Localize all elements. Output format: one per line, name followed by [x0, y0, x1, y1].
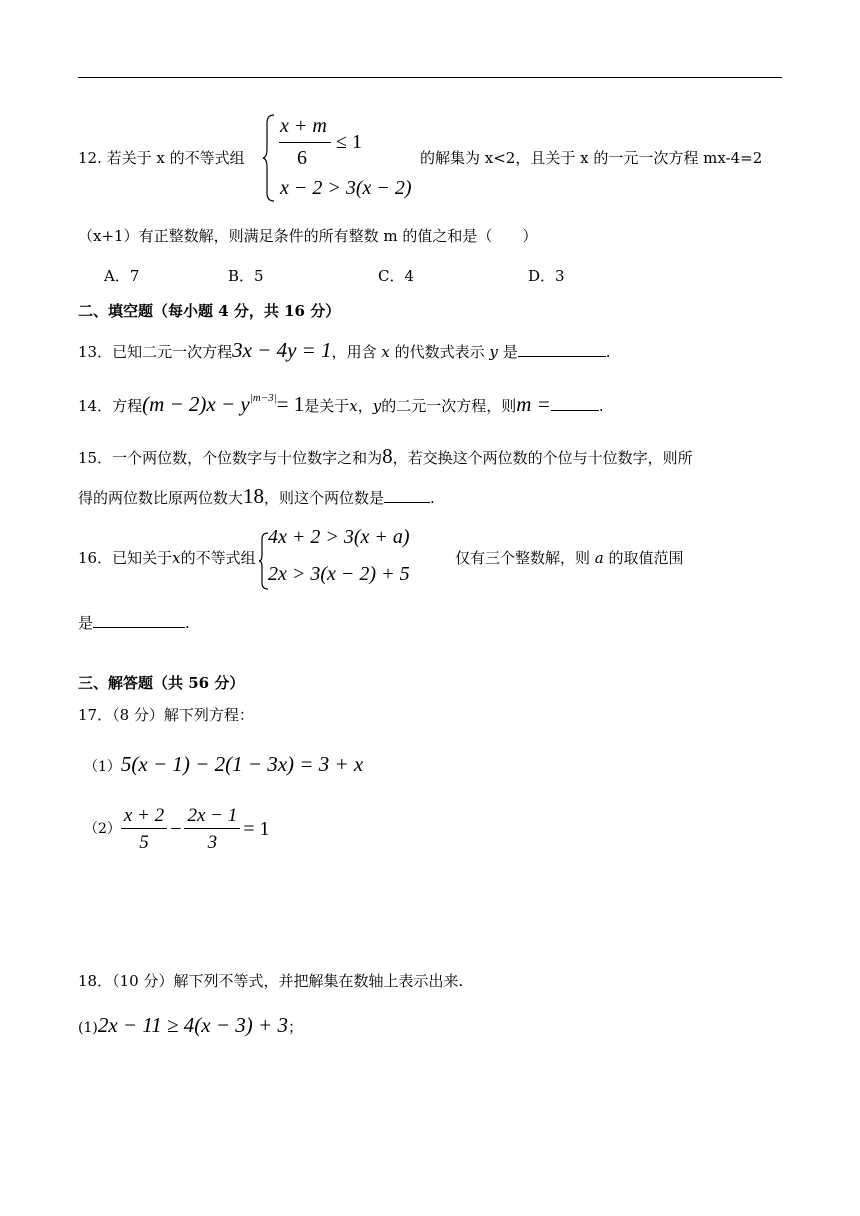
q14-text-a: 是关于	[304, 397, 350, 415]
q12-brace	[262, 113, 276, 203]
q16-ineq1: 4x + 2 > 3(x + a)	[268, 526, 410, 548]
q18-p1-label: (1)	[78, 1020, 98, 1036]
q13-var-y: y	[489, 343, 498, 361]
q16-suffix-group	[455, 551, 684, 566]
q13-prefix: 13．已知二元一次方程	[78, 343, 233, 361]
q13-suffix-b: 的代数式表示	[394, 343, 485, 361]
section-3-title: 三、解答题（共 56 分）	[78, 674, 245, 692]
q12-option-b: B．5	[228, 267, 264, 285]
q14-eq-rhs: = 1	[276, 392, 305, 416]
q17-p2-minus: −	[170, 818, 182, 840]
q12-option-c: C．4	[378, 267, 415, 285]
q18-p1-end: ；	[287, 1018, 303, 1036]
q15-end: .	[430, 489, 435, 507]
q17-p2-num2: 2x − 1	[184, 806, 240, 829]
q17-p2-rhs: = 1	[243, 818, 270, 840]
q12-line2: （x+1）有正整数解，则满足条件的所有整数 m 的值之和是（ ）	[78, 227, 538, 245]
q14-answer-blank[interactable]	[551, 395, 599, 411]
q16-ineq2: 2x > 3(x − 2) + 5	[268, 563, 410, 585]
q12-ineq1-num: x + m	[280, 115, 327, 137]
q12-option-a: A．7	[104, 267, 140, 285]
q16-suffix-b: 的取值范围	[608, 549, 684, 567]
q18-part1	[78, 1015, 303, 1036]
q13-suffix-a: ，用含	[331, 343, 377, 361]
q14-var-m: m =	[516, 392, 551, 416]
q16-var-x: x	[172, 549, 181, 567]
q15-num18: 18	[243, 484, 265, 508]
q15-line1-b: ，若交换这个两位数的个位与十位数字，则所	[392, 449, 693, 467]
q17-p2-den1: 5	[139, 832, 149, 853]
q12-option-d: D．3	[528, 267, 565, 285]
q12-ineq1-rel: ≤ 1	[336, 131, 362, 153]
q12-ineq1-den: 6	[297, 147, 307, 169]
section-2-title: 二、填空题（每小题 4 分，共 16 分）	[78, 302, 341, 320]
q12-frac-bar	[279, 142, 331, 143]
q17-part2	[84, 806, 270, 852]
q16-answer-blank[interactable]	[93, 612, 185, 628]
q13-answer-blank[interactable]	[518, 341, 606, 357]
q14-eq-base: (m − 2)x − y	[142, 392, 250, 416]
q17-p1-eq: 5(x − 1) − 2(1 − 3x) = 3 + x	[120, 752, 364, 776]
q14-text-b: 的二元一次方程，则	[381, 397, 517, 415]
q16-line2: 是	[78, 614, 94, 632]
q16-suffix-a: 仅有三个整数解，则	[455, 549, 591, 567]
q14-prefix: 14．方程	[78, 397, 143, 415]
q15-line1-a: 15．一个两位数，个位数字与十位数字之和为	[78, 449, 383, 467]
q16-line2-group	[78, 612, 190, 631]
q17-title: 17．（8 分）解下列方程：	[78, 706, 254, 724]
q13-equation: 3x − 4y = 1	[232, 338, 332, 362]
q17-p2-den2: 3	[207, 832, 218, 853]
q12-suffix: 的解集为 x<2，且关于 x 的一元一次方程 mx-4=2	[420, 149, 763, 167]
q16-var-a: a	[594, 549, 604, 567]
q17-part1	[84, 754, 363, 775]
question-15-line2	[78, 486, 435, 507]
q12-prefix: 12. 若关于 x 的不等式组	[78, 149, 245, 167]
question-15-line1	[78, 446, 693, 467]
q14-eq-exp: |m−3|	[249, 392, 277, 404]
q13-var-x: x	[381, 343, 390, 361]
q15-line2-b: ，则这个两位数是	[264, 489, 385, 507]
q16-prefix-b: 的不等式组	[180, 549, 256, 567]
q16-prefix: 16．已知关于	[78, 549, 173, 567]
q14-var-y: y	[372, 397, 382, 415]
q17-p2-label: （2）	[84, 821, 121, 837]
q17-p2-frac2	[184, 806, 240, 852]
q17-p2-frac1	[121, 806, 167, 852]
q17-p1-label: （1）	[84, 759, 121, 775]
q15-num8: 8	[382, 444, 393, 468]
q15-answer-blank[interactable]	[384, 487, 430, 503]
q15-line2-a: 得的两位数比原两位数大	[78, 489, 244, 507]
q16-end: .	[185, 614, 190, 632]
q18-p1-eq: 2x − 11 ≥ 4(x − 3) + 3	[97, 1013, 288, 1037]
q16-prefix-group	[78, 551, 256, 566]
q17-p2-num1: x + 2	[121, 806, 167, 829]
q13-end: .	[605, 343, 611, 361]
question-14	[78, 394, 604, 415]
header-rule	[78, 77, 782, 78]
q14-sep: ，	[357, 397, 373, 415]
question-13	[78, 340, 610, 361]
q14-end: .	[598, 397, 604, 415]
q18-title: 18．（10 分）解下列不等式，并把解集在数轴上表示出来.	[78, 972, 464, 990]
q14-var-x: x	[349, 397, 358, 415]
q12-ineq2: x − 2 > 3(x − 2)	[280, 177, 412, 199]
q13-suffix-c: 是	[502, 343, 518, 361]
